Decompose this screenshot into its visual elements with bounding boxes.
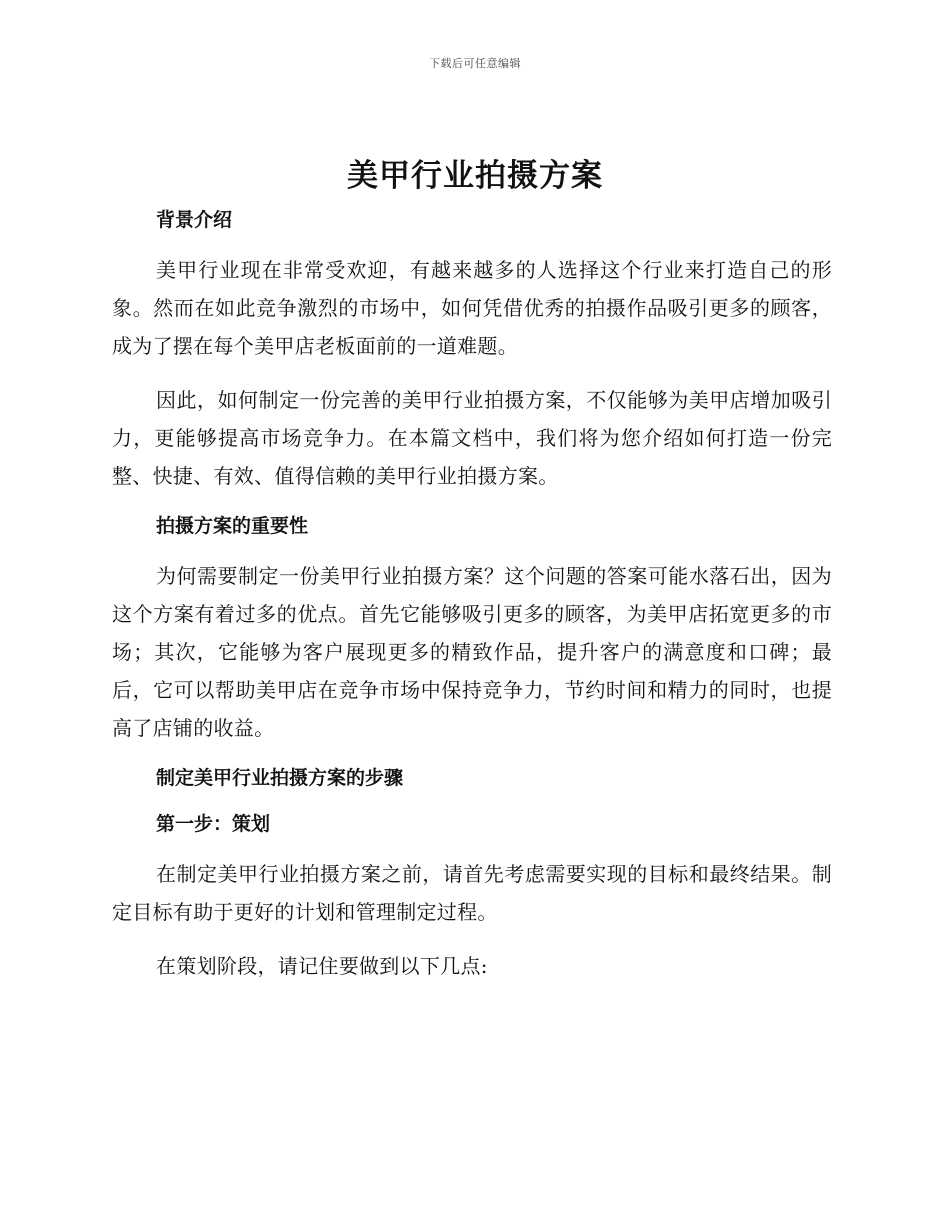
paragraph-background-1: 美甲行业现在非常受欢迎，有越来越多的人选择这个行业来打造自己的形象。然而在如此竞争激烈的市场中，如何凭借优秀的拍摄作品吸引更多的顾客，成为了摆在每个美甲店老板面前的一道难题。 (112, 258, 832, 358)
subheading-step-1: 第一步：策划 (156, 813, 271, 835)
paragraph-step1-1: 在制定美甲行业拍摄方案之前，请首先考虑需要实现的目标和最终结果。制定目标有助于更好的计划和管理制定过程。 (112, 862, 832, 924)
paragraph-background-2: 因此，如何制定一份完善的美甲行业拍摄方案，不仅能够为美甲店增加吸引力，更能够提高市场竞争力。在本篇文档中，我们将为您介绍如何打造一份完整、快捷、有效、值得信赖的美甲行业拍摄方案。 (112, 388, 832, 488)
paragraph-importance-1: 为何需要制定一份美甲行业拍摄方案？这个问题的答案可能水落石出，因为这个方案有着过多的优点。首先它能够吸引更多的顾客，为美甲店拓宽更多的市场；其次，它能够为客户展现更多的精致作品，提升客户的满意度和口碑；最后，它可以帮助美甲店在竞争市场中保持竞争力，节约时间和精力的同时，也提高了店铺的收益。 (112, 564, 832, 740)
document-title: 美甲行业拍摄方案 (347, 158, 603, 194)
section-heading-steps: 制定美甲行业拍摄方案的步骤 (156, 767, 404, 789)
document-body (112, 205, 832, 1001)
section-heading-importance: 拍摄方案的重要性 (156, 515, 309, 537)
paragraph-step1-2: 在策划阶段，请记住要做到以下几点: (156, 954, 488, 978)
section-heading-background: 背景介绍 (156, 209, 233, 231)
header-note: 下载后可任意编辑 (429, 57, 521, 70)
